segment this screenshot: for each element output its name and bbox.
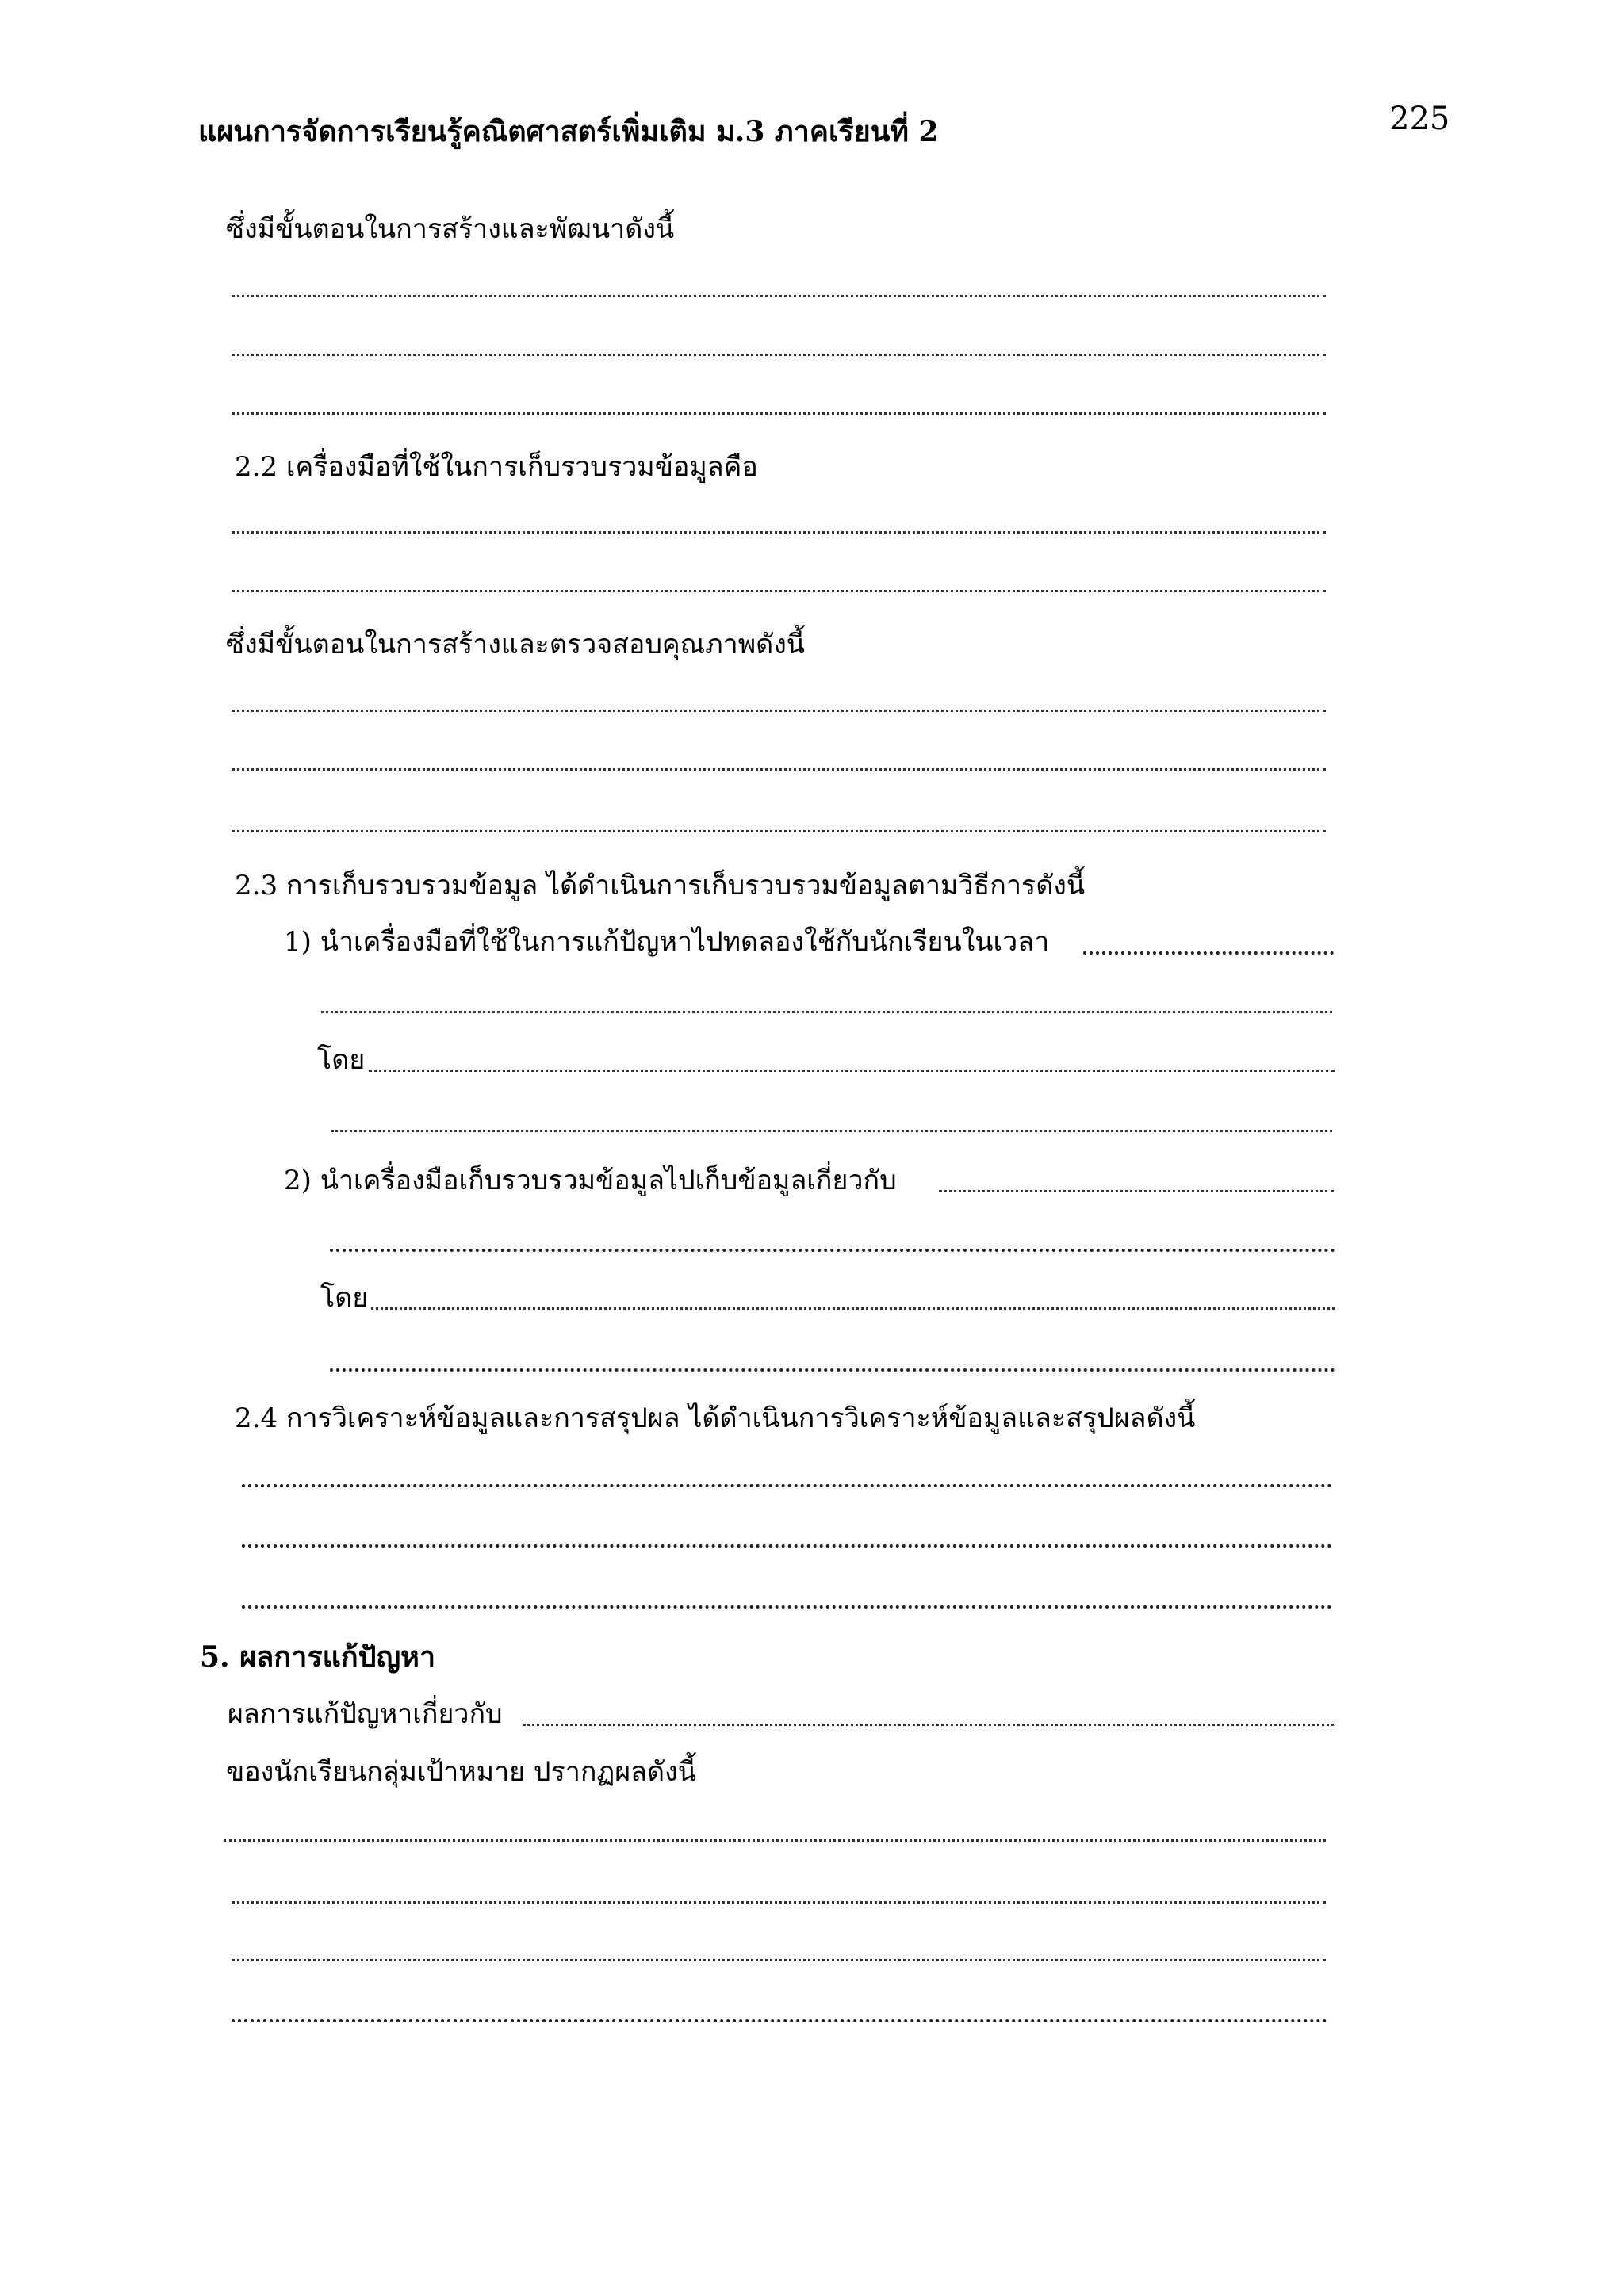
steps-intro-quality: ซึ่งมีขั้นตอนในการสร้างและตรวจสอบคุณภาพดังนี้ <box>226 629 806 660</box>
answer-line <box>232 1901 1326 1904</box>
section-2-4-heading: 2.4 การวิเคราะห์ข้อมูลและการสรุปผล ได้ดำเนินการวิเคราะห์ข้อมูลและสรุปผลดังนี้ <box>235 1402 1196 1434</box>
result-about-label: ผลการแก้ปัญหาเกี่ยวกับ <box>228 1698 503 1730</box>
answer-line <box>523 1724 1334 1726</box>
target-group-text: ของนักเรียนกลุ่มเป้าหมาย ปรากฏผลดังนี้ <box>226 1756 696 1788</box>
answer-line <box>232 768 1326 771</box>
item-2-text: 2) นำเครื่องมือเก็บรวบรวมข้อมูลไปเก็บข้อมูลเกี่ยวกับ <box>284 1165 897 1196</box>
answer-line <box>232 295 1326 297</box>
section-5-heading: 5. ผลการแก้ปัญหา <box>200 1640 436 1674</box>
answer-line <box>321 1011 1332 1013</box>
answer-line <box>331 1130 1332 1132</box>
answer-line <box>232 354 1326 356</box>
answer-line <box>242 1544 1332 1548</box>
item-2-by-label: โดย <box>320 1282 369 1314</box>
section-2-3-heading: 2.3 การเก็บรวบรวมข้อมูล ได้ดำเนินการเก็บรวบรวมข้อมูลตามวิธีการดังนี้ <box>235 870 1086 901</box>
section-2-2-heading: 2.2 เครื่องมือที่ใช้ในการเก็บรวบรวมข้อมูลคือ <box>235 451 758 483</box>
answer-line <box>224 1839 1326 1842</box>
item-1-by-label: โดย <box>317 1044 366 1076</box>
answer-line <box>232 2019 1327 2022</box>
answer-line <box>242 1605 1332 1609</box>
answer-line <box>330 1368 1335 1372</box>
page-number: 225 <box>1389 101 1450 137</box>
steps-intro-development: ซึ่งมีขั้นตอนในการสร้างและพัฒนาดังนี้ <box>226 213 675 245</box>
answer-line <box>330 1249 1335 1252</box>
answer-line <box>232 830 1326 832</box>
document-header-title: แผนการจัดการเรียนรู้คณิตศาสตร์เพิ่มเติม ม.3 ภาคเรียนที่ 2 <box>198 115 939 148</box>
answer-line <box>369 1070 1335 1072</box>
answer-line <box>1083 951 1334 955</box>
item-1-text: 1) นำเครื่องมือที่ใช้ในการแก้ปัญหาไปทดลองใช้กับนักเรียนในเวลา <box>284 926 1050 958</box>
answer-line <box>232 412 1326 415</box>
answer-line <box>939 1190 1334 1192</box>
answer-line <box>242 1484 1332 1487</box>
answer-line <box>232 710 1326 712</box>
answer-line <box>371 1307 1335 1310</box>
answer-line <box>232 590 1326 592</box>
answer-line <box>232 531 1326 534</box>
answer-line <box>232 1959 1326 1961</box>
